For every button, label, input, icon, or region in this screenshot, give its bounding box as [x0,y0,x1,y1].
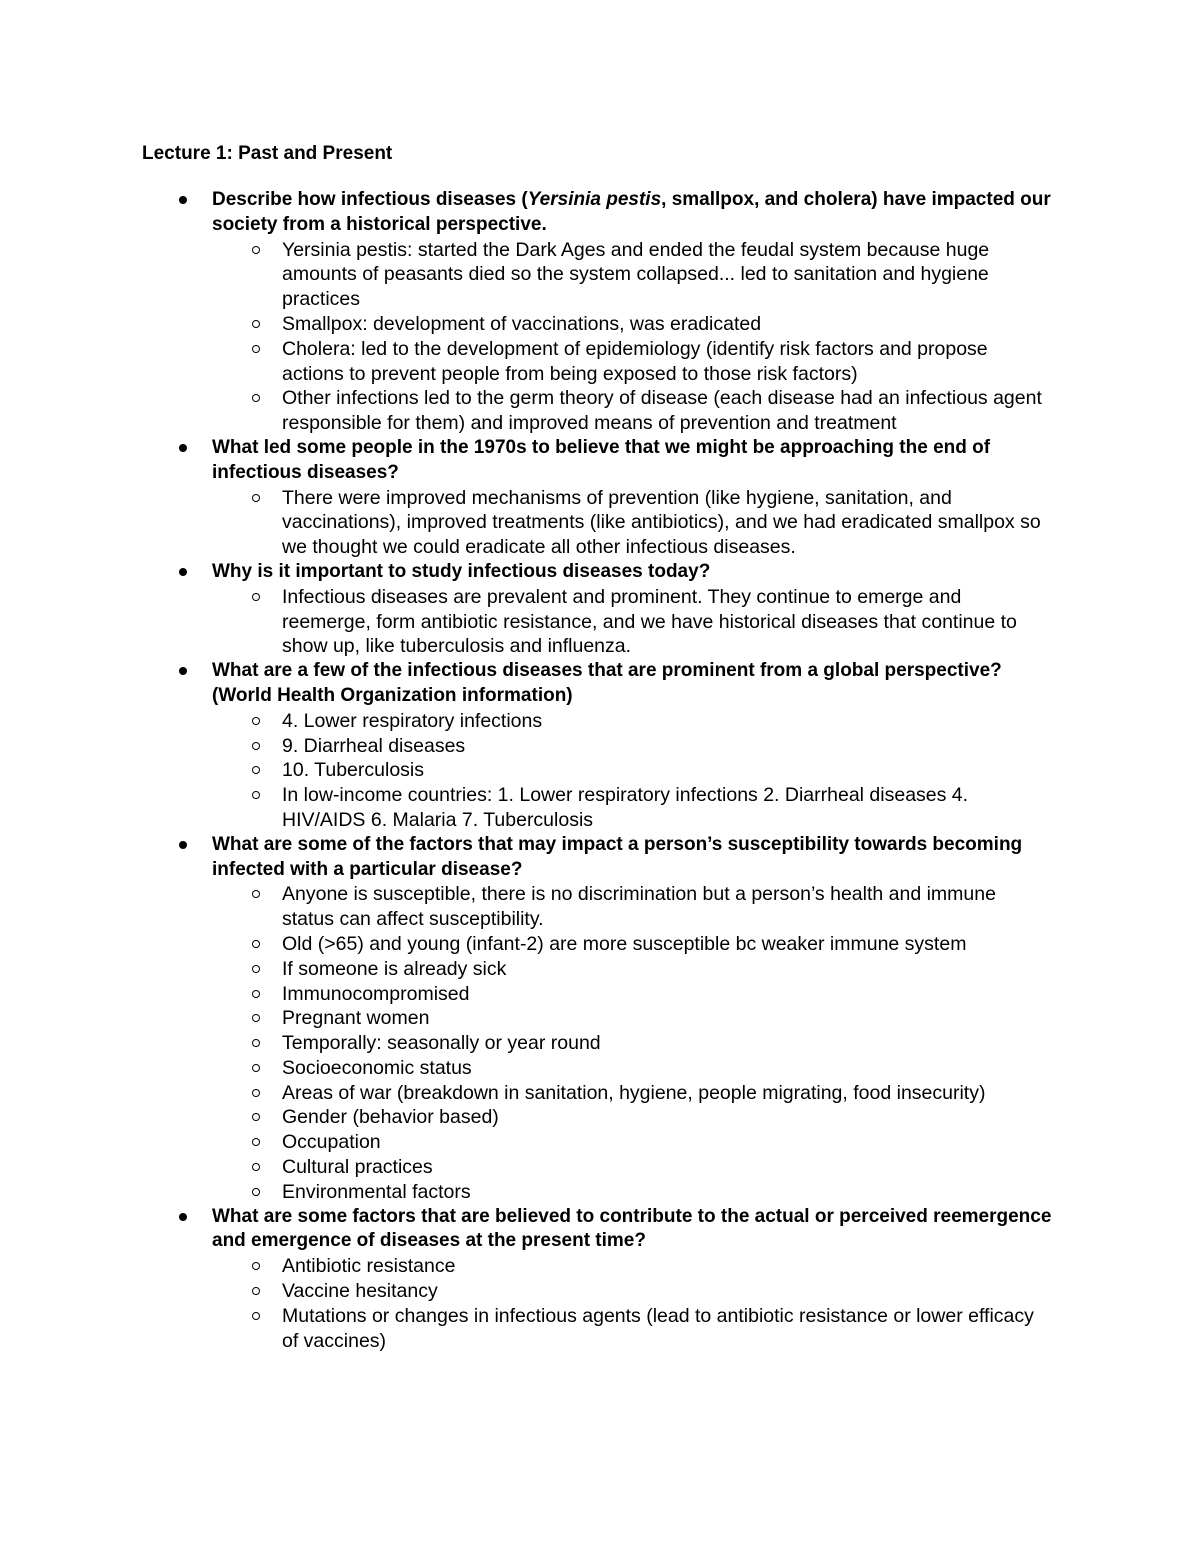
answer-item: Antibiotic resistance [282,1254,1052,1279]
answer-item: Gender (behavior based) [282,1105,1052,1130]
answer-item: In low-income countries: 1. Lower respiratory infections 2. Diarrheal diseases 4. HIV/AIDS 6. Malaria 7. Tuberculosis [282,783,1052,833]
question-item [212,1205,1052,1354]
answer-item: Areas of war (breakdown in sanitation, hygiene, people migrating, food insecurity) [282,1081,1052,1106]
answer-list [212,709,1052,833]
answer-list [212,486,1052,560]
answer-item: Mutations or changes in infectious agents (lead to antibiotic resistance or lower efficacy of vaccines) [282,1304,1052,1354]
answer-item: Anyone is susceptible, there is no discrimination but a person’s health and immune status can affect susceptibility. [282,882,1052,932]
answer-item: If someone is already sick [282,957,1052,982]
answer-item: Environmental factors [282,1180,1052,1205]
answer-list [212,882,1052,1204]
question-item [212,188,1052,436]
answer-item: Infectious diseases are prevalent and prominent. They continue to emerge and reemerge, form antibiotic resistance, and we have historical diseases that continue to show up, like tuberculosis and influenza. [282,585,1052,659]
question-item [212,436,1052,560]
question-item [212,833,1052,1205]
question-item [212,560,1052,659]
answer-item: 9. Diarrheal diseases [282,734,1052,759]
question-text: What are some of the factors that may impact a person’s susceptibility towards becoming infected with a particular disease? [212,833,1023,880]
question-list [212,188,1052,1353]
answer-list [212,238,1052,436]
answer-item: Cultural practices [282,1155,1052,1180]
answer-item: Socioeconomic status [282,1056,1052,1081]
question-text: What are some factors that are believed to contribute to the actual or perceived reemergence and emergence of diseases at the present time? [212,1205,1052,1252]
question-item [212,659,1052,833]
answer-item: Vaccine hesitancy [282,1279,1052,1304]
answer-item: Old (>65) and young (infant-2) are more susceptible bc weaker immune system [282,932,1052,957]
answer-list [212,585,1052,659]
answer-item: Smallpox: development of vaccinations, was eradicated [282,312,1052,337]
answer-item: Occupation [282,1130,1052,1155]
question-text: What are a few of the infectious diseases that are prominent from a global perspective? (World Health Organization information) [212,660,1002,706]
answer-item: 10. Tuberculosis [282,758,1052,783]
answer-item: 4. Lower respiratory infections [282,709,1052,734]
answer-list [212,1254,1052,1353]
answer-item: Other infections led to the germ theory of disease (each disease had an infectious agent responsible for them) and improved means of prevention and treatment [282,386,1052,436]
question-text: Why is it important to study infectious diseases today? [212,560,711,582]
answer-item: Immunocompromised [282,982,1052,1007]
page-title: Lecture 1: Past and Present [142,143,393,164]
answer-item: There were improved mechanisms of prevention (like hygiene, sanitation, and vaccinations), improved treatments (like antibiotics), and we had eradicated smallpox so we thought we could eradicate all other infectious diseases. [282,486,1052,560]
answer-item: Cholera: led to the development of epidemiology (identify risk factors and propose actions to prevent people from being exposed to those risk factors) [282,337,1052,387]
question-text: Describe how infectious diseases (Yersinia pestis, smallpox, and cholera) have impacted our society from a historical perspective. [212,189,1051,235]
italic-species-name: Yersinia pestis [527,189,662,210]
question-text: What led some people in the 1970s to believe that we might be approaching the end of infectious diseases? [212,436,991,483]
answer-item: Yersinia pestis: started the Dark Ages and ended the feudal system because huge amounts of peasants died so the system collapsed... led to sanitation and hygiene practices [282,238,1052,312]
answer-item: Pregnant women [282,1006,1052,1031]
answer-item: Temporally: seasonally or year round [282,1031,1052,1056]
